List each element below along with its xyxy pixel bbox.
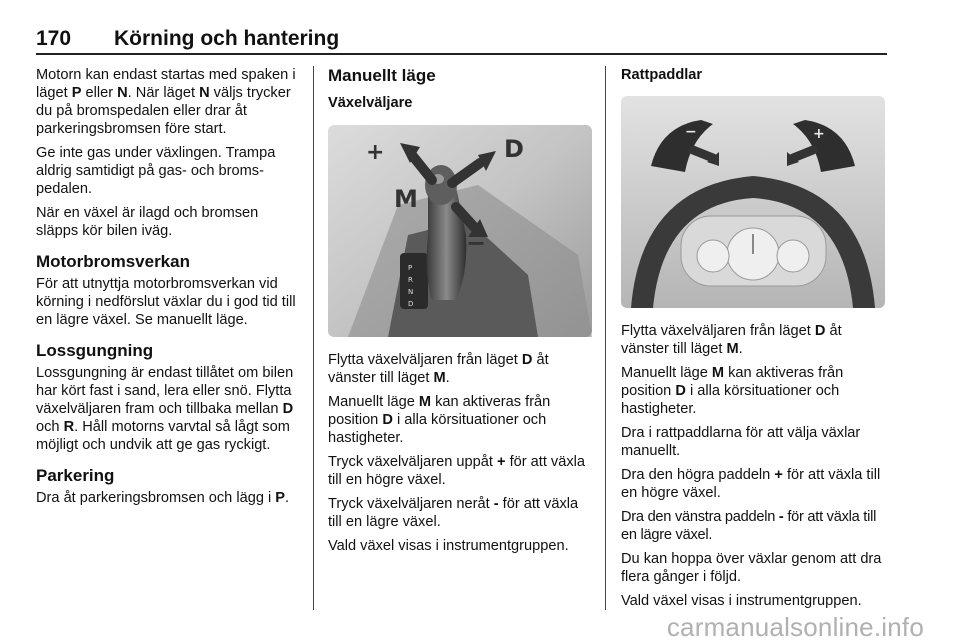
svg-text:P: P bbox=[408, 264, 413, 272]
watermark: carmanualsonline.info bbox=[666, 612, 924, 642]
paragraph: Tryck växelväljaren uppåt + för att växla till en högre växel. bbox=[328, 454, 586, 488]
paragraph: Ge inte gas under växlingen. Trampa aldrig samtidigt på gas- och bromspedalen. bbox=[36, 145, 276, 197]
paragraph: Tryck växelväljaren neråt - för att växla till en lägre växel. bbox=[328, 496, 579, 530]
d-label: D bbox=[504, 135, 524, 163]
page-header bbox=[36, 27, 887, 55]
paragraph: Manuellt läge M kan aktiveras från position D i alla körsituationer och hastigheter. bbox=[621, 365, 844, 417]
steering-paddles-illustration bbox=[621, 96, 885, 308]
minus-label: − bbox=[466, 229, 487, 257]
paragraph: Vald växel visas i instrumentgruppen. bbox=[621, 593, 862, 609]
paragraph: När en växel är ilagd och bromsen släpps kör bilen iväg. bbox=[36, 205, 259, 239]
chapter-title: Körning och hantering bbox=[114, 27, 340, 50]
subsection-title: Rattpaddlar bbox=[621, 67, 703, 83]
paragraph: Dra den högra paddeln + för att växla till en högre växel. bbox=[621, 467, 881, 501]
header-rule bbox=[36, 53, 887, 55]
m-label: M bbox=[394, 185, 418, 213]
section-heading: Motorbromsverkan bbox=[36, 252, 190, 271]
plus-label: + bbox=[366, 140, 385, 165]
section-heading: Parkering bbox=[36, 466, 115, 485]
paragraph: Dra åt parkeringsbromsen och lägg i P. bbox=[36, 490, 290, 506]
column-divider bbox=[605, 66, 606, 610]
gear-selector-illustration bbox=[328, 125, 592, 337]
svg-text:R: R bbox=[408, 276, 413, 284]
column-2 bbox=[328, 66, 592, 561]
column-1 bbox=[36, 66, 300, 513]
column-3 bbox=[621, 66, 886, 616]
paragraph: Flytta växelväljaren från läget D åt vänster till läget M. bbox=[621, 323, 842, 357]
plus-label: + bbox=[813, 126, 825, 142]
section-title: Manuellt läge bbox=[328, 66, 436, 85]
svg-text:D: D bbox=[408, 300, 414, 308]
page-number: 170 bbox=[36, 27, 72, 50]
svg-text:N: N bbox=[408, 288, 414, 296]
paragraph: Dra den vänstra paddeln - för att växla till en lägre växel. bbox=[621, 509, 877, 543]
column-divider bbox=[313, 66, 314, 610]
paragraph: Du kan hoppa över växlar genom att dra flera gånger i följd. bbox=[621, 551, 882, 585]
paragraph: Motorn kan endast startas med spaken i läget P eller N. När läget N väljs trycker du på bromspedalen eller drar åt parkeringsbromsen före start. bbox=[36, 67, 296, 137]
paragraph: Flytta växelväljaren från läget D åt vänster till läget M. bbox=[328, 352, 549, 386]
paragraph: Dra i rattpaddlarna för att välja växlar manuellt. bbox=[621, 425, 861, 459]
paragraph: För att utnyttja motorbromsverkan vid körning i nedförslut växlar du i god tid till en lägre växel. Se manuellt läge. bbox=[36, 276, 296, 328]
paragraph: Vald växel visas i instrumentgruppen. bbox=[328, 538, 569, 554]
paragraph: Lossgungning är endast tillåtet om bilen har kört fast i sand, lera eller snö. Flytta växelväljaren fram och tillbaka mellan D och R. Håll motorns varvtal så lågt som möjligt och undvik att ge gas ryckigt. bbox=[36, 365, 294, 453]
paragraph: Manuellt läge M kan aktiveras från position D i alla körsituationer och hastigheter. bbox=[328, 394, 551, 446]
minus-label: − bbox=[685, 124, 697, 140]
subsection-title: Växelväljare bbox=[328, 95, 413, 111]
section-heading: Lossgungning bbox=[36, 341, 154, 360]
